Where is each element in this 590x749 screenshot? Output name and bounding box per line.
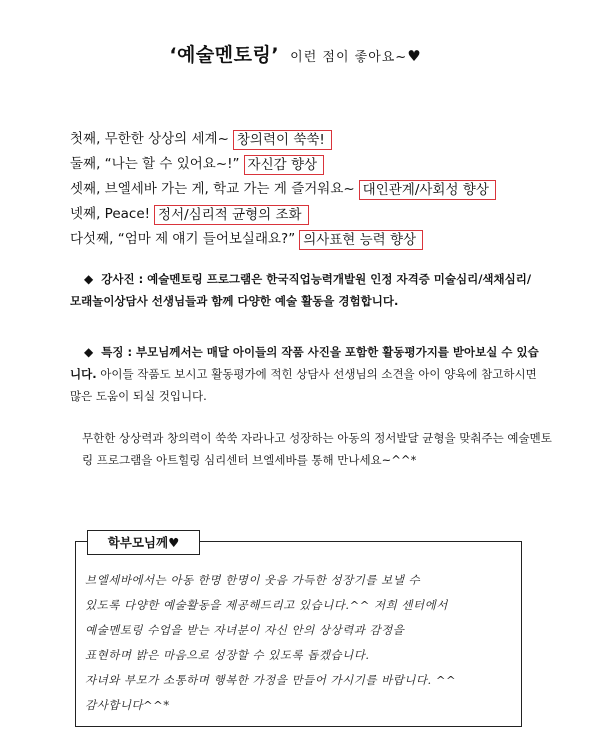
closing-paragraph: 무한한 상상력과 창의력이 쑥쑥 자라나고 성장하는 아동의 정서발달 균형을 맞춰주는 예술멘토링 프로그램을 아트힐링 심리센터 브엘세바를 통해 만나세요~^^* [82,431,552,467]
title-main: ‘예술멘토링’ [169,44,280,66]
heart-icon: ♥ [407,47,421,65]
title-sub: 이런 점이 좋아요~ [290,50,408,65]
list-item [70,227,550,252]
letter-line: 있도록 다양한 예술활동을 제공해드리고 있습니다.^^ 저희 센터에서 [85,598,448,612]
list-item [70,177,550,202]
list-item [70,152,550,177]
benefit-list [70,127,550,252]
benefit-highlight: 정서/심리적 균형의 조화 [154,205,309,225]
benefit-text: 넷째, Peace! [70,206,151,222]
letter-line: 예술멘토링 수업을 받는 자녀분이 자신 안의 상상력과 감정을 [85,623,405,637]
list-item [70,127,550,152]
page-title [0,40,590,67]
benefit-highlight: 대인관계/사회성 향상 [359,180,496,200]
benefit-highlight: 자신감 향상 [244,155,325,175]
letter-tab: 학부모님께♥ [87,530,200,555]
features-paragraph [70,341,540,407]
instructors-paragraph [70,268,540,312]
benefit-text: 셋째, 브엘세바 가는 게, 학교 가는 게 즐거워요~ [70,181,355,197]
benefit-text: 다섯째, “엄마 제 얘기 들어보실래요?” [70,231,296,247]
instructors-text: 강사진 : 예술멘토링 프로그램은 한국직업능력개발원 인정 자격증 미술심리/색채심리/모래놀이상담사 선생님들과 함께 다양한 예술 활동을 경험합니다. [70,272,532,308]
benefit-text: 둘째, “나는 할 수 있어요~!” [70,156,240,172]
features-text: 아이들 작품도 보시고 활동평가에 적힌 상담사 선생님의 소견을 아이 양육에 참고하시면 많은 도움이 되실 것입니다. [70,367,537,403]
benefit-highlight: 의사표현 능력 향상 [299,230,423,250]
letter-line: 자녀와 부모가 소통하며 행복한 가정을 만들어 가시기를 바랍니다. ^^ [85,673,457,687]
features-bold-text: 특징 : 부모님께서는 매달 아이들의 작품 사진을 포함한 활동평가지를 받아보실 수 있습니다. [70,345,539,381]
letter-line: 감사합니다^^* [85,698,170,712]
letter-line: 브엘세바에서는 아동 한명 한명이 웃음 가득한 성장기를 보낼 수 [85,573,421,587]
letter-line: 표현하며 밝은 마음으로 성장할 수 있도록 돕겠습니다. [85,648,370,662]
diamond-bullet-icon: ◆ [84,272,94,286]
letter-body [85,568,515,718]
list-item [70,202,550,227]
benefit-highlight: 창의력이 쑥쑥! [233,130,332,150]
benefit-text: 첫째, 무한한 상상의 세계~ [70,131,229,147]
diamond-bullet-icon: ◆ [84,345,94,359]
